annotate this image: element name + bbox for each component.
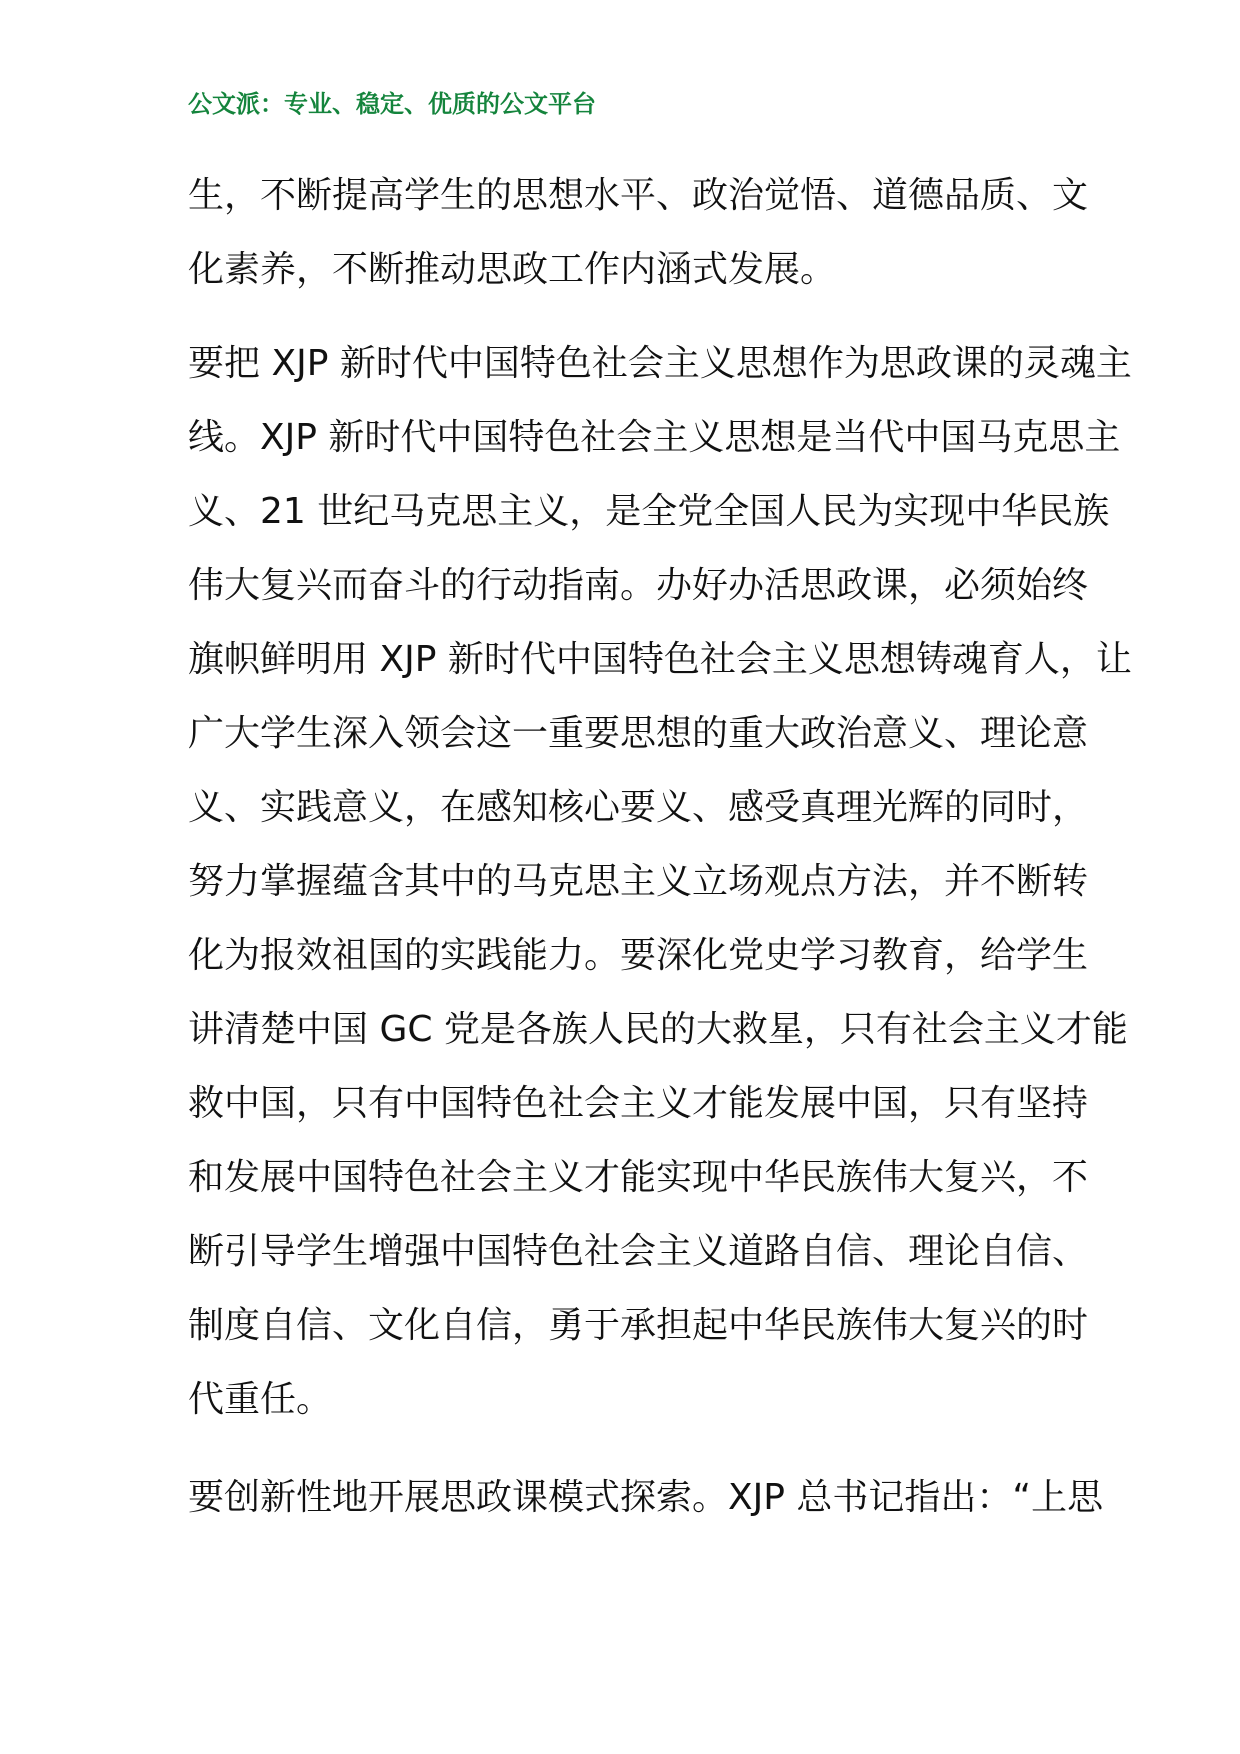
text-line: 生，不断提高学生的思想水平、政治觉悟、道德品质、文	[188, 175, 1089, 216]
text-line: 要创新性地开展思政课模式探索。XJP 总书记指出：“上思	[188, 1477, 1104, 1518]
text-line: 线。XJP 新时代中国特色社会主义思想是当代中国马克思主	[188, 417, 1121, 458]
text-line: 努力掌握蕴含其中的马克思主义立场观点方法，并不断转	[188, 861, 1089, 902]
paragraph-1	[188, 159, 1089, 307]
text-line: 义、实践意义，在感知核心要义、感受真理光辉的同时，	[188, 787, 1089, 828]
text-line: 要把 XJP 新时代中国特色社会主义思想作为思政课的灵魂主	[188, 343, 1132, 384]
header-banner: 公文派：专业、稳定、优质的公文平台	[188, 89, 596, 118]
text-line: 伟大复兴而奋斗的行动指南。办好办活思政课，必须始终	[188, 565, 1089, 606]
paragraph-2	[188, 327, 1132, 1437]
text-line: 化为报效祖国的实践能力。要深化党史学习教育，给学生	[188, 935, 1089, 976]
text-line: 代重任。	[188, 1379, 333, 1420]
text-line: 义、21 世纪马克思主义，是全党全国人民为实现中华民族	[188, 491, 1110, 532]
text-line: 讲清楚中国 GC 党是各族人民的大救星，只有社会主义才能	[188, 1009, 1128, 1050]
text-line: 旗帜鲜明用 XJP 新时代中国特色社会主义思想铸魂育人，让	[188, 639, 1132, 680]
text-line: 制度自信、文化自信，勇于承担起中华民族伟大复兴的时	[188, 1305, 1089, 1346]
paragraph-3	[188, 1461, 1104, 1535]
text-line: 救中国，只有中国特色社会主义才能发展中国，只有坚持	[188, 1083, 1089, 1124]
text-line: 断引导学生增强中国特色社会主义道路自信、理论自信、	[188, 1231, 1089, 1272]
text-line: 化素养，不断推动思政工作内涵式发展。	[188, 249, 837, 290]
text-line: 和发展中国特色社会主义才能实现中华民族伟大复兴，不	[188, 1157, 1089, 1198]
text-line: 广大学生深入领会这一重要思想的重大政治意义、理论意	[188, 713, 1089, 754]
